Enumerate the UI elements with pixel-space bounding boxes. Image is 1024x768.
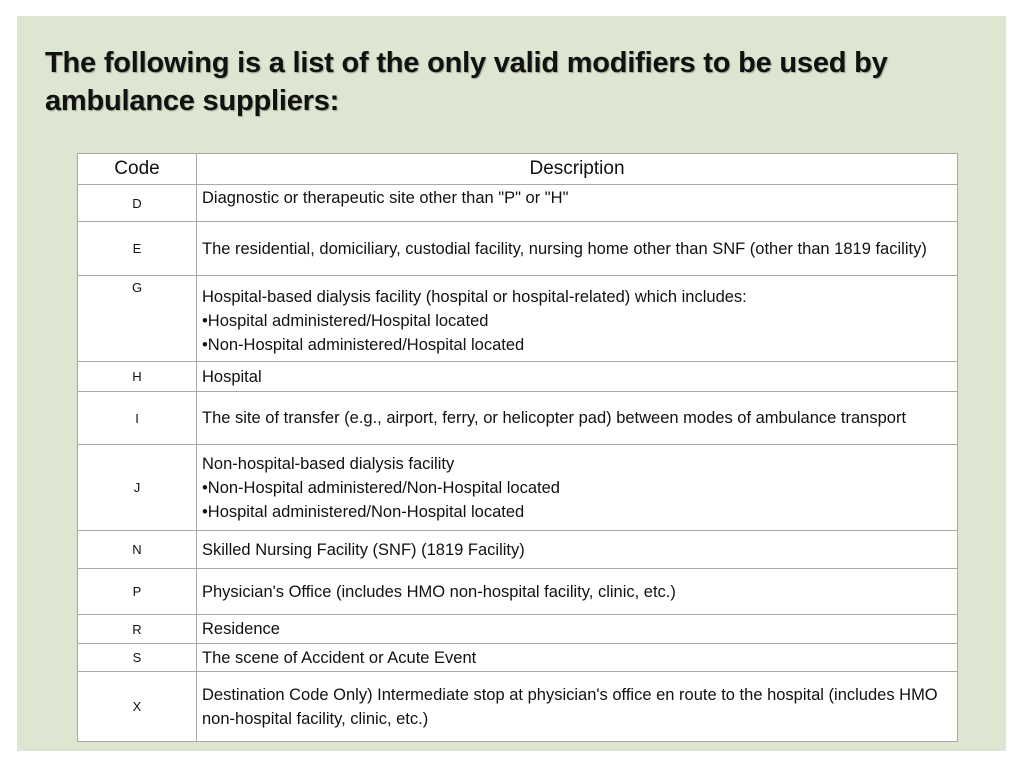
table-row: [78, 615, 958, 644]
code-cell: P: [78, 569, 197, 615]
description-cell: [197, 531, 958, 569]
description-cell: [197, 222, 958, 276]
table-row: [78, 222, 958, 276]
code-cell: J: [78, 445, 197, 531]
description-line: Destination Code Only) Intermediate stop at physician's office en route to the hospital (includes HMO non-hospital facility, clinic, etc.): [202, 685, 938, 728]
description-line: Hospital-based dialysis facility (hospital or hospital-related) which includes:: [202, 288, 747, 306]
description-line: •Non-Hospital administered/Non-Hospital located: [202, 478, 560, 497]
code-cell: I: [78, 392, 197, 445]
description-line: Non-hospital-based dialysis facility: [202, 454, 455, 473]
code-cell: S: [78, 644, 197, 672]
description-cell: [197, 615, 958, 644]
description-line: •Non-Hospital administered/Hospital located: [202, 336, 525, 354]
description-cell: [197, 392, 958, 445]
description-line: •Hospital administered/Hospital located: [202, 312, 489, 330]
table-row: [78, 392, 958, 445]
description-line: Skilled Nursing Facility (SNF) (1819 Facility): [202, 540, 525, 559]
table-row: [78, 644, 958, 672]
table-row: [78, 531, 958, 569]
description-line: The residential, domiciliary, custodial facility, nursing home other than SNF (other than 1819 facility): [202, 239, 927, 258]
description-line: Hospital: [202, 367, 262, 386]
code-cell: G: [78, 276, 197, 362]
description-line: Diagnostic or therapeutic site other than "P" or "H": [202, 189, 569, 207]
description-cell: [197, 362, 958, 392]
description-line: Residence: [202, 620, 280, 638]
modifiers-table: [77, 153, 958, 742]
table-row: [78, 185, 958, 222]
description-cell: [197, 672, 958, 742]
description-cell: [197, 644, 958, 672]
table-row: [78, 569, 958, 615]
slide-title: The following is a list of the only valid modifiers to be used by ambulance suppliers:: [45, 47, 888, 117]
code-cell: N: [78, 531, 197, 569]
description-cell: [197, 445, 958, 531]
table-row: [78, 276, 958, 362]
table-row: [78, 445, 958, 531]
code-cell: R: [78, 615, 197, 644]
description-cell: [197, 569, 958, 615]
description-line: The site of transfer (e.g., airport, ferry, or helicopter pad) between modes of ambulance transport: [202, 409, 907, 427]
description-column-header: Description: [197, 154, 958, 185]
description-line: •Hospital administered/Non-Hospital located: [202, 502, 525, 521]
description-cell: [197, 185, 958, 222]
code-column-header: Code: [78, 154, 197, 185]
code-cell: D: [78, 185, 197, 222]
description-cell: [197, 276, 958, 362]
slide-background: [17, 16, 1006, 751]
table-header-row: [78, 154, 958, 185]
table-row: [78, 672, 958, 742]
code-cell: X: [78, 672, 197, 742]
description-line: The scene of Accident or Acute Event: [202, 648, 477, 667]
description-line: Physician's Office (includes HMO non-hospital facility, clinic, etc.): [202, 582, 676, 601]
table-row: [78, 362, 958, 392]
code-cell: H: [78, 362, 197, 392]
code-cell: E: [78, 222, 197, 276]
